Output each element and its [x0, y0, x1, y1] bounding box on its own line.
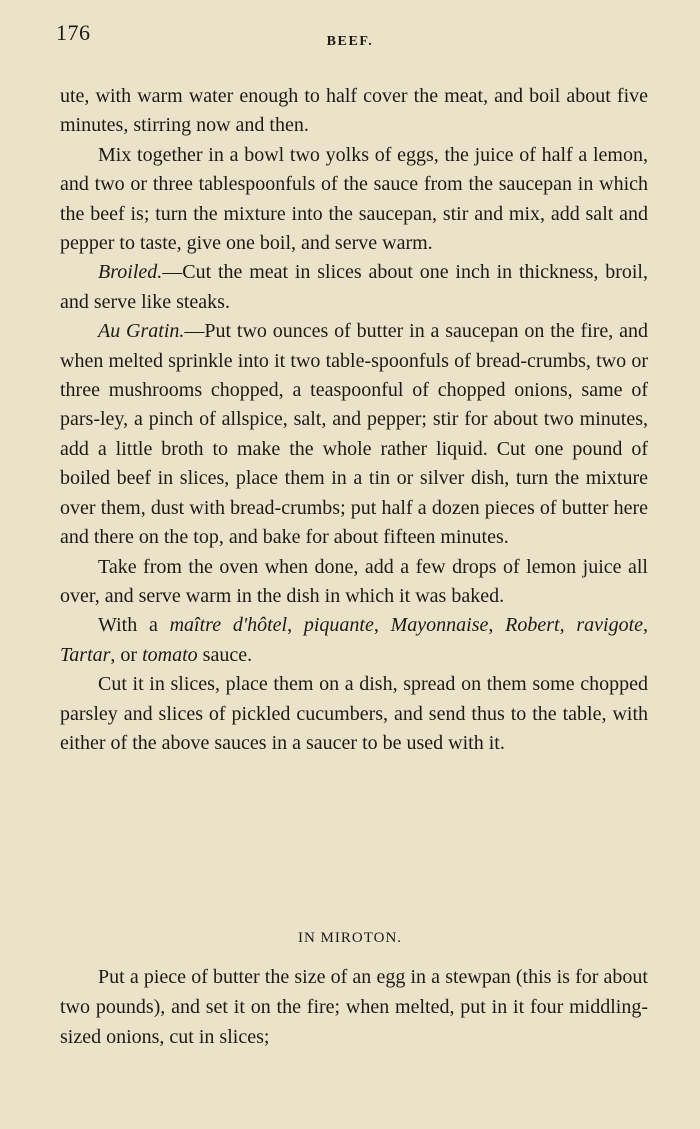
sauce-separator: ,	[643, 614, 649, 637]
au-gratin-label: Au Gratin.	[98, 320, 185, 343]
page-number: 176	[56, 20, 91, 45]
paragraph-sauces	[60, 611, 648, 670]
sauce-separator: ,	[287, 614, 304, 637]
paragraph-serving: Take from the oven when done, add a few drops of lemon juice all over, and serve warm in the dish in which it was baked.	[60, 555, 648, 607]
paragraph-cold-slices: Cut it in slices, place them on a dish, spread on them some chopped parsley and slices of pickled cucumbers, and send thus to the table, with either of the above sauces in a saucer to be used with it.	[60, 673, 648, 754]
paragraph-au-gratin	[60, 317, 648, 552]
paragraph-miroton: Put a piece of butter the size of an egg in a stewpan (this is for about two pounds), and set it on the fire; when melted, put in it four middling-sized onions, cut in slices;	[60, 966, 648, 1048]
sauce-mayonnaise: Mayonnaise	[390, 614, 489, 637]
sauce-maitre-d-hotel: maître d'hôtel	[169, 614, 288, 637]
section-heading: IN MIROTON.	[297, 930, 403, 946]
sauces-lead: With a	[98, 614, 170, 637]
sauce-separator: ,	[488, 614, 506, 637]
broiled-text: —Cut the meat in slices about one inch in thickness, broil, and serve like steaks.	[60, 261, 648, 313]
sauces-tail: sauce.	[197, 643, 253, 666]
body-text	[60, 82, 648, 758]
sauce-robert: Robert	[505, 614, 560, 637]
sauce-separator: ,	[373, 614, 391, 637]
sauce-tomato: tomato	[142, 643, 198, 666]
sauce-separator: ,	[559, 614, 577, 637]
sauce-tartar: Tartar	[60, 643, 111, 666]
paragraph-broiled	[60, 258, 648, 317]
sauce-separator: , or	[110, 643, 143, 666]
sauce-piquante: piquante	[303, 614, 374, 637]
broiled-label: Broiled.	[98, 261, 163, 284]
paragraph-egg-yolk-mixture: Mix together in a bowl two yolks of eggs, the juice of half a lemon, and two or three tablespoonfuls of the sauce from the saucepan in which the beef is; turn the mixture into the saucepan, stir and mix, add salt and pepper to taste, give one boil, and serve warm.	[60, 143, 648, 255]
sauce-ravigote: ravigote	[576, 614, 644, 637]
paragraph-continued: ute, with warm water enough to half cover the meat, and boil about five minutes, stirring now and then.	[60, 85, 648, 137]
section-body-text	[60, 962, 648, 1052]
running-head: BEEF.	[326, 34, 374, 49]
au-gratin-text: —Put two ounces of butter in a saucepan on the fire, and when melted sprinkle into it two table-spoonfuls of bread-crumbs, two or three mushrooms chopped, a teaspoonful of chopped onions, same of pars-ley, a pinch of allspice, salt, and pepper; stir for about two minutes, add a little broth to make the whole rather liquid. Cut one pound of boiled beef in slices, place them in a tin or silver dish, turn the mixture over them, dust with bread-crumbs; put half a dozen pieces of butter here and there on the top, and bake for about fifteen minutes.	[60, 320, 648, 549]
